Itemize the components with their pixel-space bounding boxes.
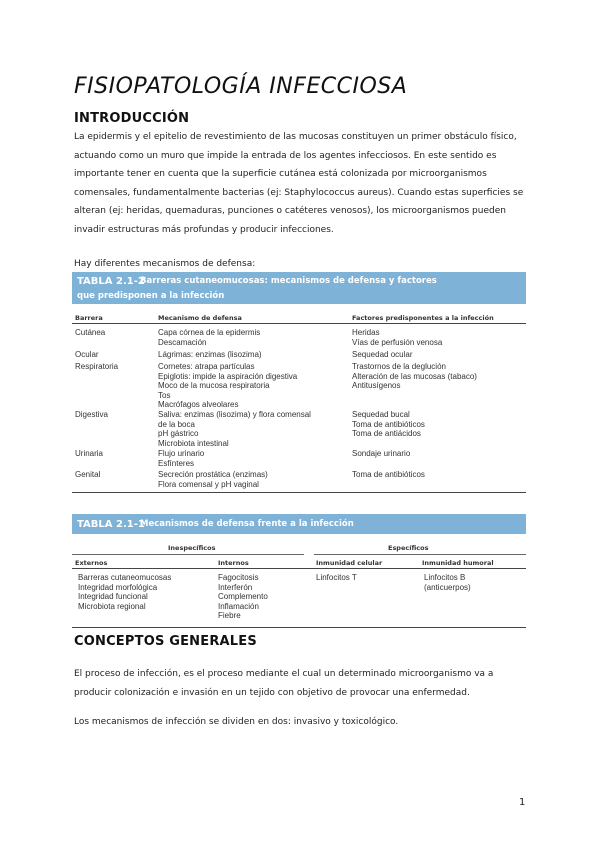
cell-barrera: Respiratoria — [75, 362, 119, 371]
cell-celular: Linfocitos T — [316, 573, 357, 582]
table-rule — [72, 323, 526, 324]
table-barreras — [72, 272, 526, 494]
intro-heading: INTRODUCCIÓN — [74, 111, 190, 126]
table-mecanismos-number: TABLA 2.1-1 — [77, 519, 145, 530]
table-barreras-number: TABLA 2.1-2 — [77, 276, 145, 287]
table-barreras-header — [72, 272, 526, 304]
group-rule — [72, 554, 304, 555]
cell-internos: Fagocitosis Interferón Complemento Inflamación Fiebre — [218, 573, 268, 620]
col-header-barrera: Barrera — [75, 314, 103, 322]
cell-mecanismo: Cornetes: atrapa partículas Epiglotis: impide la aspiración digestiva Moco de la mucosa respiratoria Tos Macrófagos alveolares — [158, 362, 298, 409]
col-header-factores: Factores predisponentes a la infección — [352, 314, 494, 322]
cell-humoral: Linfocitos B (anticuerpos) — [424, 573, 471, 592]
cell-factores: Sondaje urinario — [352, 449, 411, 458]
cell-mecanismo: Secreción prostática (enzimas) Flora comensal y pH vaginal — [158, 470, 268, 489]
cell-barrera: Urinaria — [75, 449, 104, 458]
table-barreras-title-1: Barreras cutaneomucosas: mecanismos de defensa y factores — [140, 276, 437, 286]
col-header-internos: Internos — [218, 559, 249, 567]
cell-barrera: Ocular — [75, 350, 99, 359]
cell-barrera: Cutánea — [75, 328, 106, 337]
col-header-celular: Inmunidad celular — [316, 559, 383, 567]
group-especificos: Específicos — [388, 544, 429, 552]
col-header-humoral: Inmunidad humoral — [422, 559, 494, 567]
cell-externos: Barreras cutaneomucosas Integridad morfológica Integridad funcional Microbiota regional — [78, 573, 172, 611]
cell-barrera: Digestiva — [75, 410, 108, 419]
cell-factores: Sequedad bucal Toma de antibióticos Toma de antiácidos — [352, 410, 425, 438]
cell-mecanismo: Saliva: enzimas (lisozima) y flora comensal de la boca pH gástrico Microbiota intestinal — [158, 410, 311, 448]
cell-factores: Sequedad ocular — [352, 350, 413, 359]
conceptos-heading: CONCEPTOS GENERALES — [74, 634, 257, 649]
cell-barrera: Genital — [75, 470, 101, 479]
group-rule — [314, 554, 526, 555]
intro-lead: Hay diferentes mecanismos de defensa: — [74, 259, 256, 269]
table-rule — [72, 492, 526, 493]
col-header-externos: Externos — [75, 559, 108, 567]
table-rule — [72, 568, 526, 569]
page-number: 1 — [519, 797, 526, 808]
col-header-mecanismo: Mecanismo de defensa — [158, 314, 242, 322]
cell-mecanismo: Lágrimas: enzimas (lisozima) — [158, 350, 262, 359]
cell-factores: Trastornos de la deglución Alteración de las mucosas (tabaco) Antitusígenos — [352, 362, 477, 390]
table-barreras-title-2: que predisponen a la infección — [77, 291, 225, 301]
cell-mecanismo: Flujo urinario Esfínteres — [158, 449, 205, 468]
table-mecanismos-header — [72, 514, 526, 534]
conceptos-paragraph-2: Los mecanismos de infección se dividen en dos: invasivo y toxicológico. — [74, 717, 399, 727]
cell-factores: Heridas Vías de perfusión venosa — [352, 328, 443, 347]
page-title: FISIOPATOLOGÍA INFECCIOSA — [74, 74, 408, 99]
cell-factores: Toma de antibióticos — [352, 470, 425, 479]
cell-mecanismo: Capa córnea de la epidermis Descamación — [158, 328, 261, 347]
table-mecanismos-title: Mecanismos de defensa frente a la infección — [140, 519, 354, 529]
group-inespecificos: Inespecíficos — [168, 544, 216, 552]
table-mecanismos — [72, 514, 526, 630]
table-rule — [72, 627, 526, 628]
intro-paragraph: La epidermis y el epitelio de revestimiento de las mucosas constituyen un primer obstáculo físico, actuando como un muro que impide la entrada de los agentes infecciosos. En este sentido es importante tener en cuenta que la superficie cutánea está colonizada por microorganismos comensales, fundamentalmente bacterias (ej: Staphylococcus aureus). Cuando estas superficies se alteran (ej: heridas, quemaduras, punciones o catéteres venosos), los microorganismos pueden invadir estructuras más profundas y producir infecciones. — [74, 132, 524, 235]
conceptos-paragraph-1: El proceso de infección, es el proceso mediante el cual un determinado microorganismo va a producir colonización e invasión en un tejido con objetivo de provocar una enfermedad. — [74, 669, 494, 698]
